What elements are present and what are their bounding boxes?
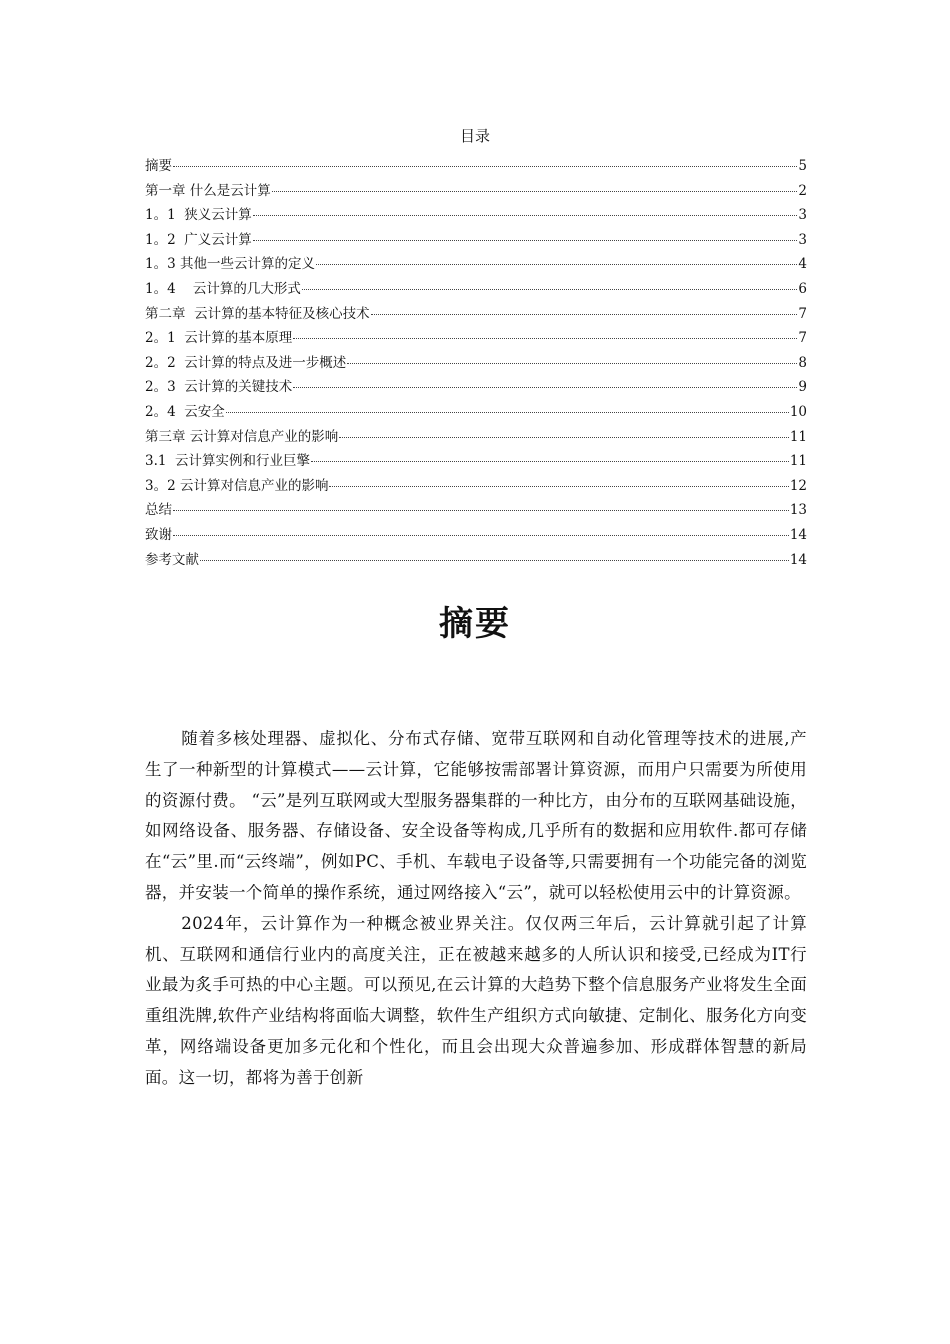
toc-dot-leader [293, 368, 797, 388]
toc-dot-leader [173, 147, 797, 167]
toc-dot-leader [293, 319, 797, 339]
toc-entry-label: 第三章 云计算对信息产业的影响 [145, 428, 339, 445]
toc-entry-label: 摘要 [145, 158, 172, 174]
toc-dot-leader [311, 442, 789, 462]
toc-entry-label: 2。1 云计算的基本原理 [145, 330, 293, 347]
abstract-paragraph-2: 2024年，云计算作为一种概念被业界关注。仅仅两三年后，云计算就引起了计算机、互联网和通信行业内的高度关注，正在被越来越多的人所认识和接受,已经成为IT行业最为炙手可热的中心主题。可以预见,在云计算的大趋势下整个信息服务产业将发生全面重组洗牌,软件产业结构将面临大调整，软件生产组织方式向敏捷、定制化、服务化方向变革，网络端设备更加多元化和个性化，而且会出现大众普遍参加、形成群体智慧的新局面。这一切，都将为善于创新 [145, 913, 807, 1087]
toc-dot-leader [173, 491, 789, 511]
toc-dot-leader [253, 196, 798, 216]
toc-entry-label: 1。2 广义云计算 [145, 231, 252, 248]
toc-entry-page-number: 4 [798, 256, 807, 273]
toc-entry-page-number: 8 [798, 354, 807, 371]
toc-dot-leader [339, 418, 789, 438]
toc-entry-page-number: 14 [789, 551, 807, 568]
toc-dot-leader [302, 270, 798, 290]
toc-dot-leader [226, 393, 789, 413]
toc-entry-page-number: 7 [798, 330, 807, 347]
toc-entry-page-number: 9 [798, 379, 807, 396]
toc-entry-page-number: 2 [798, 182, 807, 199]
abstract-heading: 摘要 [439, 604, 511, 644]
toc-entry-label: 1。3 其他一些云计算的定义 [145, 256, 315, 273]
toc-entry-page-number: 10 [789, 403, 807, 420]
toc-entry-page-number: 11 [789, 453, 807, 470]
toc-entry-label: 2。2 云计算的特点及进一步概述 [145, 354, 347, 371]
toc-dot-leader [347, 344, 797, 364]
toc-entry-page-number: 5 [798, 158, 807, 174]
toc-entry-label: 3。2 云计算对信息产业的影响 [145, 477, 329, 494]
toc-dot-leader [316, 245, 797, 265]
abstract-body [145, 724, 807, 1094]
toc-entry-label: 2。4 云安全 [145, 403, 225, 420]
toc-entry-label: 3.1 云计算实例和行业巨擎 [145, 453, 311, 470]
toc-entry-label: 第一章 什么是云计算 [145, 182, 271, 199]
toc-entry-label: 1。4 云计算的几大形式 [145, 280, 301, 297]
toc-dot-leader [272, 172, 798, 192]
toc-entry-page-number: 7 [798, 305, 807, 322]
toc-entry-label: 致谢 [145, 526, 172, 543]
toc-entry-page-number: 3 [798, 207, 807, 224]
toc-entry-label: 总结 [145, 502, 172, 519]
toc-entry-page-number: 13 [789, 502, 807, 519]
toc-entry-label: 2。3 云计算的关键技术 [145, 379, 293, 396]
toc-dot-leader [173, 516, 789, 536]
toc-entry-page-number: 6 [798, 280, 807, 297]
toc-entry-label: 1。1 狭义云计算 [145, 207, 252, 224]
toc-entry-page-number: 12 [789, 477, 807, 494]
toc-dot-leader [371, 295, 798, 315]
toc-title: 目录 [459, 127, 490, 145]
toc-dot-leader [200, 541, 789, 561]
toc-entry-page-number: 3 [798, 231, 807, 248]
toc-entry-page-number: 14 [789, 526, 807, 543]
abstract-paragraph-1: 随着多核处理器、虚拟化、分布式存储、宽带互联网和自动化管理等技术的进展,产生了一种新型的计算模式——云计算，它能够按需部署计算资源，而用户只需要为所使用的资源付费。 “云”是列互联网或大型服务器集群的一种比方，由分布的互联网基础设施，如网络设备、服务器、存储设备、安全设备等构成,几乎所有的数据和应用软件.都可存储在“云”里.而“云终端”，例如PC、手机、车载电子设备等,只需要拥有一个功能完备的浏览器，并安装一个简单的操作系统，通过网络接入“云”，就可以轻松使用云中的计算资源。 [145, 729, 807, 902]
table-of-contents [145, 150, 807, 568]
toc-dot-leader [253, 221, 798, 241]
toc-entry-page-number: 11 [789, 428, 807, 445]
toc-entry-label: 参考文献 [145, 551, 199, 568]
toc-entry-label: 第二章 云计算的基本特征及核心技术 [145, 305, 370, 322]
toc-dot-leader [329, 467, 788, 487]
toc-entry[interactable] [145, 544, 807, 569]
